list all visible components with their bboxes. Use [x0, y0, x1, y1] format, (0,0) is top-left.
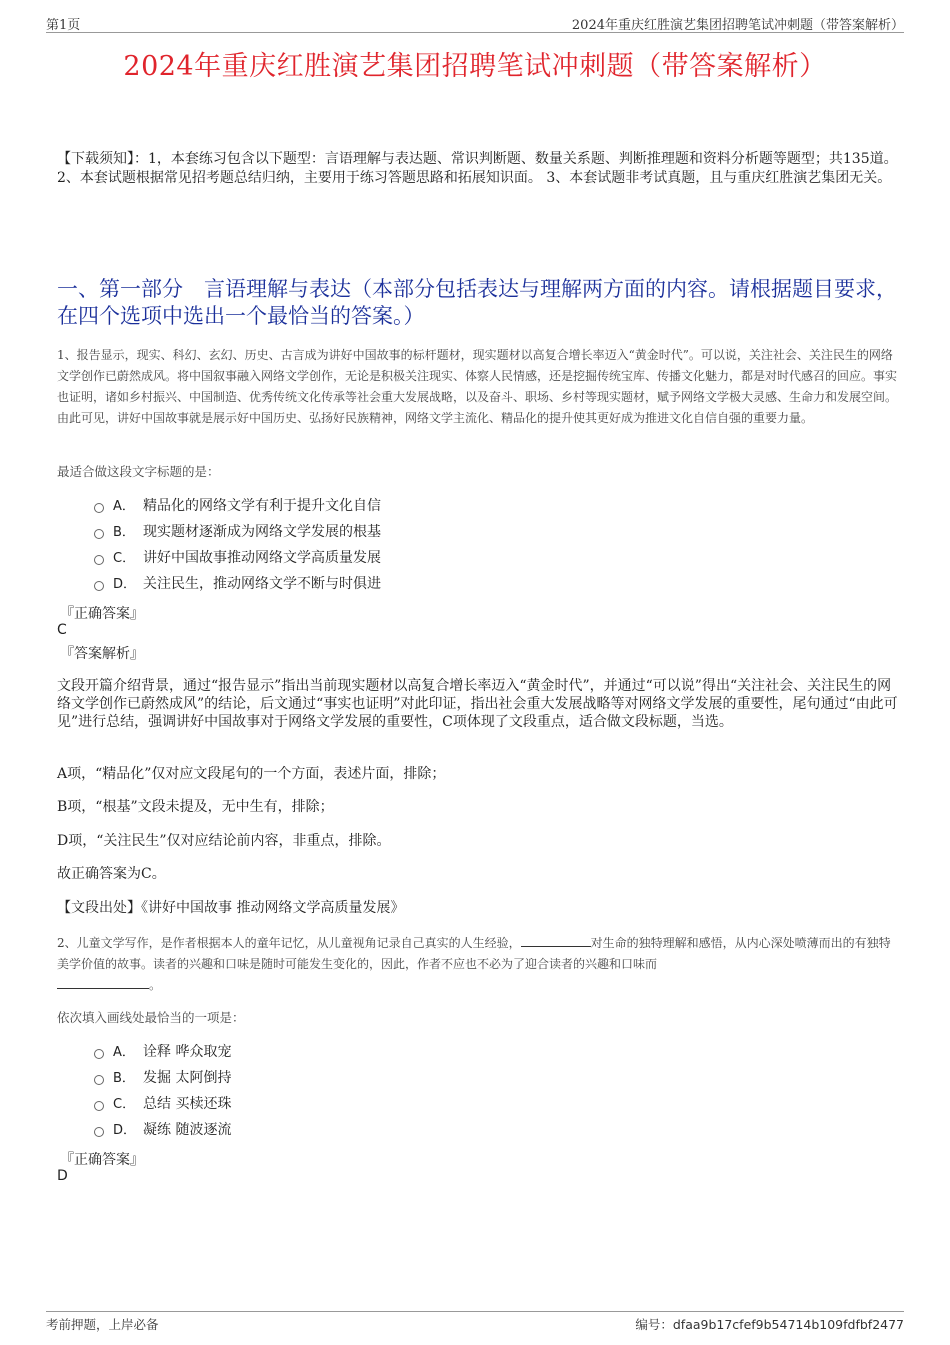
option-text: 关注民生，推动网络文学不断与时俱进 [143, 576, 381, 592]
option-letter: A． [113, 499, 135, 514]
question-2-option-d[interactable] [94, 1119, 231, 1141]
question-1-analysis-d: D项，“关注民生”仅对应结论前内容，非重点，排除。 [57, 833, 391, 849]
radio-icon[interactable] [94, 1127, 104, 1137]
section-heading: 一、第一部分 言语理解与表达（本部分包括表达与理解两方面的内容。请根据题目要求，在四个选项中选出一个最恰当的答案。） [57, 277, 897, 328]
footer-divider [46, 1311, 904, 1312]
option-letter: B． [113, 1071, 135, 1086]
header-doc-title: 2024年重庆红胜演艺集团招聘笔试冲刺题（带答案解析） [571, 18, 904, 33]
header-divider [46, 32, 904, 33]
radio-icon[interactable] [94, 555, 104, 565]
page-number: 第1页 [46, 18, 81, 33]
question-2-prompt: 依次填入画线处最恰当的一项是： [57, 1010, 245, 1025]
question-1-option-d[interactable] [94, 573, 381, 595]
question-1-option-a[interactable] [94, 495, 381, 517]
page-title: 2024年重庆红胜演艺集团招聘笔试冲刺题（带答案解析） [123, 51, 827, 82]
question-2-answer-label: 『正确答案』 [60, 1152, 144, 1168]
question-1-analysis-a: A项，“精品化”仅对应文段尾句的一个方面，表述片面，排除； [57, 766, 446, 782]
radio-icon[interactable] [94, 581, 104, 591]
fill-blank-2 [57, 976, 149, 989]
fill-blank-1 [521, 934, 591, 947]
question-1-answer-label: 『正确答案』 [60, 606, 144, 622]
question-2-text-part-3: 。 [149, 978, 162, 992]
option-letter: B． [113, 525, 135, 540]
question-1-option-b[interactable] [94, 521, 381, 543]
footer-code-label: 编号： [635, 1317, 673, 1332]
radio-icon[interactable] [94, 1049, 104, 1059]
footer-slogan: 考前押题，上岸必备 [46, 1317, 159, 1332]
question-1-option-c[interactable] [94, 547, 381, 569]
question-2-option-a[interactable] [94, 1041, 231, 1063]
radio-icon[interactable] [94, 1075, 104, 1085]
option-letter: A． [113, 1045, 135, 1060]
question-2-option-c[interactable] [94, 1093, 231, 1115]
question-2-option-b[interactable] [94, 1067, 231, 1089]
question-2-text-part-2: 对生命的独特理解和感悟，从内心深处喷薄而出的有独特美学价值的故事。读者的兴趣和口味是随时可能发生变化的，因此，作者不应也不必为了迎合读者的兴趣和口味而 [57, 936, 891, 971]
question-1-conclusion: 故正确答案为C。 [57, 866, 166, 882]
question-1-text: 1、报告显示，现实、科幻、玄幻、历史、古言成为讲好中国故事的标杆题材，现实题材以高复合增长率迈入“黄金时代”。可以说，关注社会、关注民生的网络文学创作已蔚然成风。将中国叙事融入网络文学创作，无论是积极关注现实、体察人民情感，还是挖掘传统宝库、传播文化魅力，都是对时代感召的回应。事实也证明，诸如乡村振兴、中国制造、优秀传统文化传承等社会重大发展战略，以及奋斗、职场、乡村等现实题材，赋予网络文学极大灵感、生命力和发展空间。由此可见，讲好中国故事就是展示好中国历史、弘扬好民族精神，网络文学主流化、精品化的提升使其更好成为推进文化自信自强的重要力量。 [57, 348, 898, 425]
option-letter: C． [113, 1097, 136, 1112]
question-2-text [57, 933, 899, 996]
footer-code-value: dfaa9b17cfef9b54714b109fdfbf2477 [672, 1317, 904, 1332]
radio-icon[interactable] [94, 529, 104, 539]
question-1-analysis-b: B项，“根基”文段未提及，无中生有，排除； [57, 799, 334, 815]
radio-icon[interactable] [94, 1101, 104, 1111]
option-letter: D． [113, 1123, 137, 1138]
footer-code [635, 1315, 904, 1333]
question-2-text-part-1: 2、儿童文学写作，是作者根据本人的童年记忆，从儿童视角记录自己真实的人生经验， [57, 936, 521, 950]
option-text: 总结 买椟还珠 [143, 1096, 232, 1112]
question-1-analysis-main: 文段开篇介绍背景，通过“报告显示”指出当前现实题材以高复合增长率迈入“黄金时代”，并通过“可以说”得出“关注社会、关注民生的网络文学创作已蔚然成风”的结论，后文通过“事实也证明”对此印证，指出社会重大发展战略等对网络文学发展的重要性，尾句通过“由此可见”进行总结，强调讲好中国故事对于网络文学发展的重要性，C项体现了文段重点，适合做文段标题，当选。 [57, 678, 898, 730]
option-letter: D． [113, 577, 137, 592]
option-text: 诠释 哗众取宠 [143, 1044, 232, 1060]
option-text: 讲好中国故事推动网络文学高质量发展 [143, 550, 381, 566]
question-1-answer: C [57, 622, 67, 638]
download-notice: 【下载须知】：1，本套练习包含以下题型：言语理解与表达题、常识判断题、数量关系题、判断推理题和资料分析题等题型；共135道。 2、本套试题根据常见招考题总结归纳，主要用于练习答题思路和拓展知识面。 3、本套试题非考试真题，且与重庆红胜演艺集团无关。 [57, 151, 898, 186]
question-1-source: 【文段出处】《讲好中国故事 推动网络文学高质量发展》 [57, 900, 405, 916]
question-1-prompt: 最适合做这段文字标题的是： [57, 464, 220, 479]
question-2-answer: D [57, 1168, 68, 1184]
option-text: 发掘 太阿倒持 [143, 1070, 232, 1086]
option-text: 现实题材逐渐成为网络文学发展的根基 [143, 524, 381, 540]
option-letter: C． [113, 551, 136, 566]
option-text: 凝练 随波逐流 [143, 1122, 232, 1138]
radio-icon[interactable] [94, 503, 104, 513]
option-text: 精品化的网络文学有利于提升文化自信 [143, 498, 381, 514]
question-1-analysis-label: 『答案解析』 [60, 646, 144, 662]
